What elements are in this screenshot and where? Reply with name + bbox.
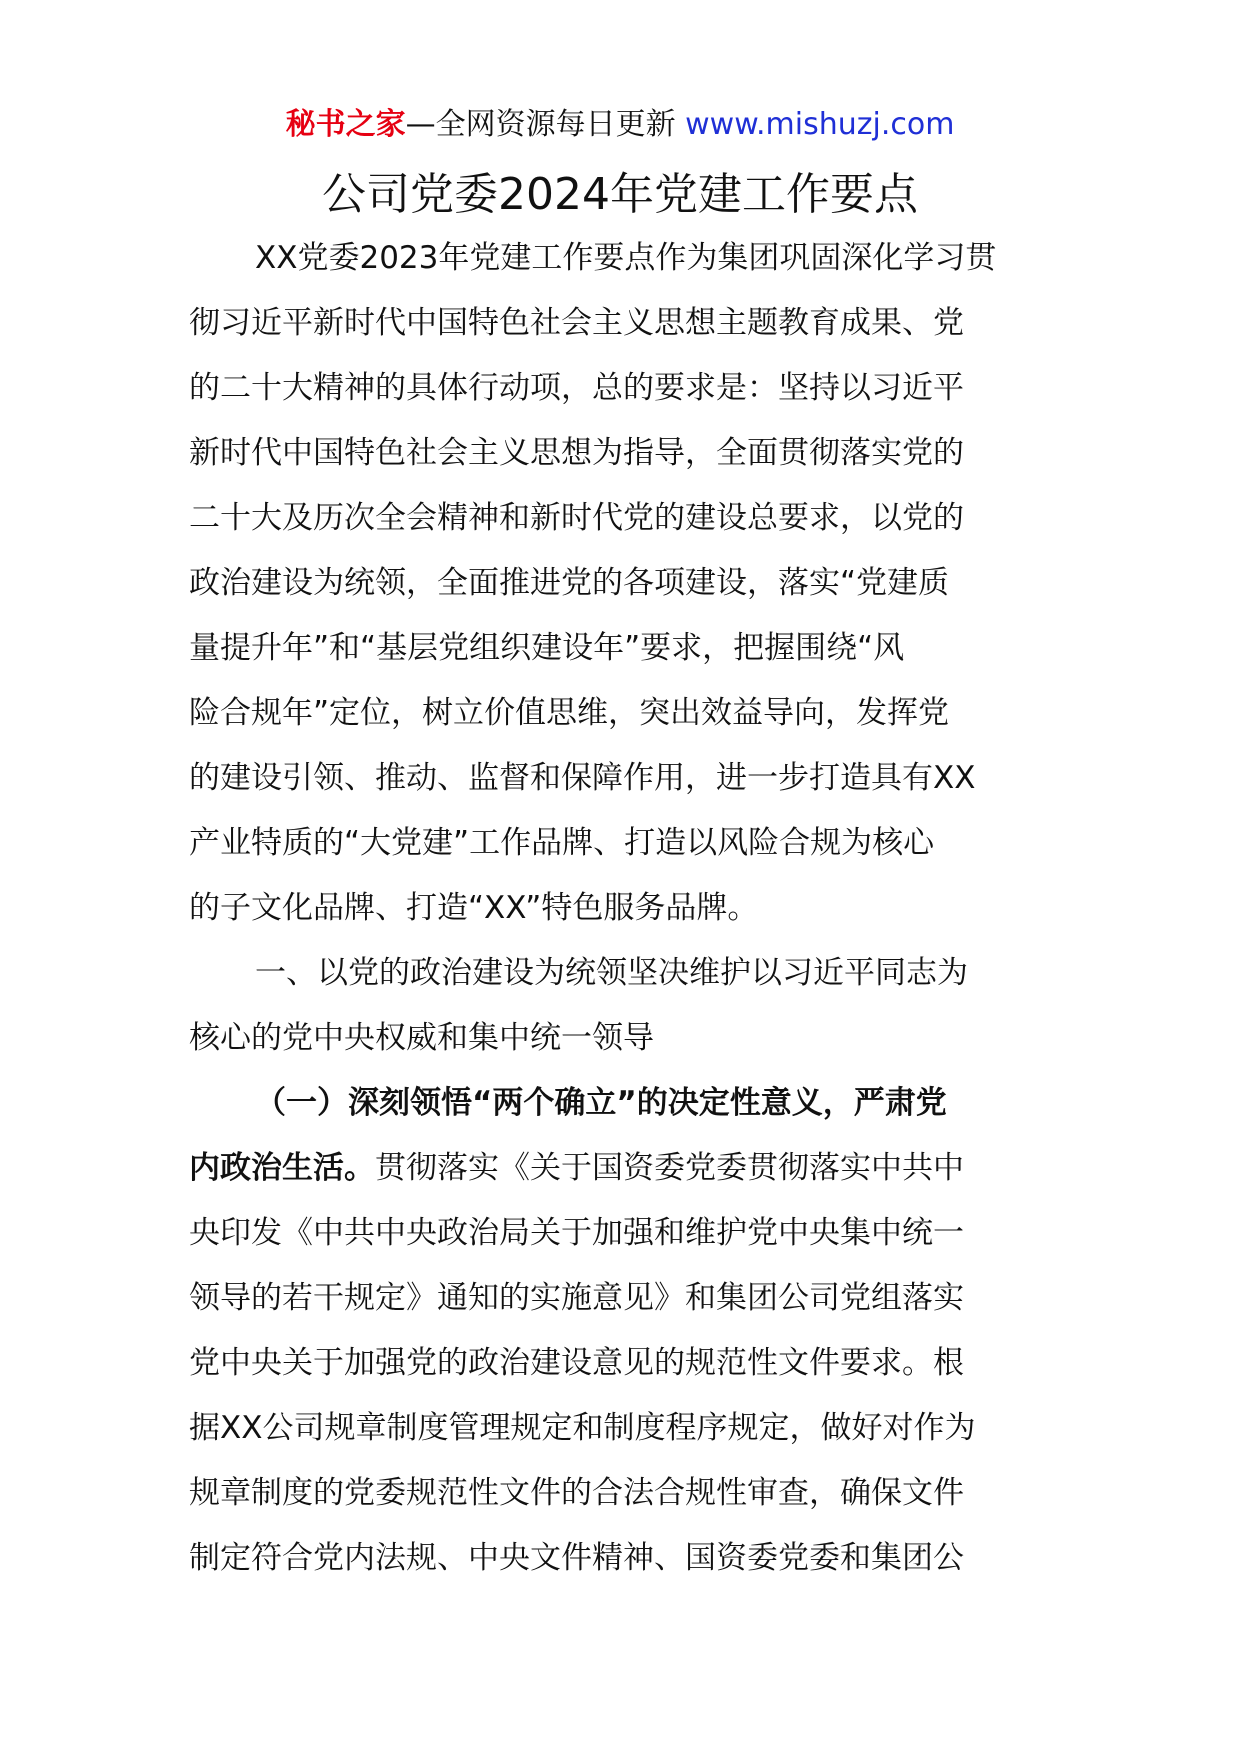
- paragraph-line: 领导的若干规定》通知的实施意见》和集团公司党组落实: [189, 1280, 964, 1316]
- subsection-heading-line: （一）深刻领悟“两个确立”的决定性意义，严肃党: [255, 1085, 947, 1121]
- paragraph-line: 的建设引领、推动、监督和保障作用，进一步打造具有XX: [189, 760, 976, 796]
- paragraph-line: 的子文化品牌、打造“XX”特色服务品牌。: [189, 890, 759, 926]
- paragraph-line: 二十大及历次全会精神和新时代党的建设总要求，以党的: [189, 500, 964, 536]
- banner-slogan: —全网资源每日更新: [405, 107, 686, 142]
- paragraph-line: 央印发《中共中央政治局关于加强和维护党中央集中统一: [189, 1215, 964, 1251]
- site-url[interactable]: www.mishuzj.com: [685, 107, 955, 142]
- paragraph-line: XX党委2023年党建工作要点作为集团巩固深化学习贯: [255, 240, 997, 276]
- paragraph-line: 制定符合党内法规、中央文件精神、国资委党委和集团公: [189, 1540, 964, 1576]
- section-heading-line: 核心的党中央权威和集中统一领导: [189, 1020, 654, 1056]
- paragraph-line: 新时代中国特色社会主义思想为指导，全面贯彻落实党的: [189, 435, 964, 471]
- paragraph-line: 量提升年”和“基层党组织建设年”要求，把握围绕“风: [189, 630, 905, 666]
- paragraph-line: 的二十大精神的具体行动项，总的要求是：坚持以习近平: [189, 370, 964, 406]
- document-title: 公司党委2024年党建工作要点: [322, 169, 918, 220]
- paragraph-line: 彻习近平新时代中国特色社会主义思想主题教育成果、党: [189, 305, 964, 341]
- section-heading-line: 一、以党的政治建设为统领坚决维护以习近平同志为: [255, 955, 968, 991]
- document-body: [189, 226, 1039, 1591]
- paragraph-line: 据XX公司规章制度管理规定和制度程序规定，做好对作为: [189, 1410, 976, 1446]
- paragraph-line: 规章制度的党委规范性文件的合法合规性审查，确保文件: [189, 1475, 964, 1511]
- site-banner: [0, 100, 1240, 150]
- paragraph-line: 政治建设为统领，全面推进党的各项建设，落实“党建质: [189, 565, 950, 601]
- mixed-line: [189, 1136, 1039, 1201]
- subsection-heading-end: 内政治生活。: [189, 1150, 375, 1186]
- paragraph-line: 党中央关于加强党的政治建设意见的规范性文件要求。根: [189, 1345, 964, 1381]
- paragraph-text: 贯彻落实《关于国资委党委贯彻落实中共中: [375, 1150, 964, 1186]
- paragraph-line: 险合规年”定位，树立价值思维，突出效益导向，发挥党: [189, 695, 950, 731]
- brand-name: 秘书之家: [285, 107, 406, 142]
- paragraph-line: 产业特质的“大党建”工作品牌、打造以风险合规为核心: [189, 825, 935, 861]
